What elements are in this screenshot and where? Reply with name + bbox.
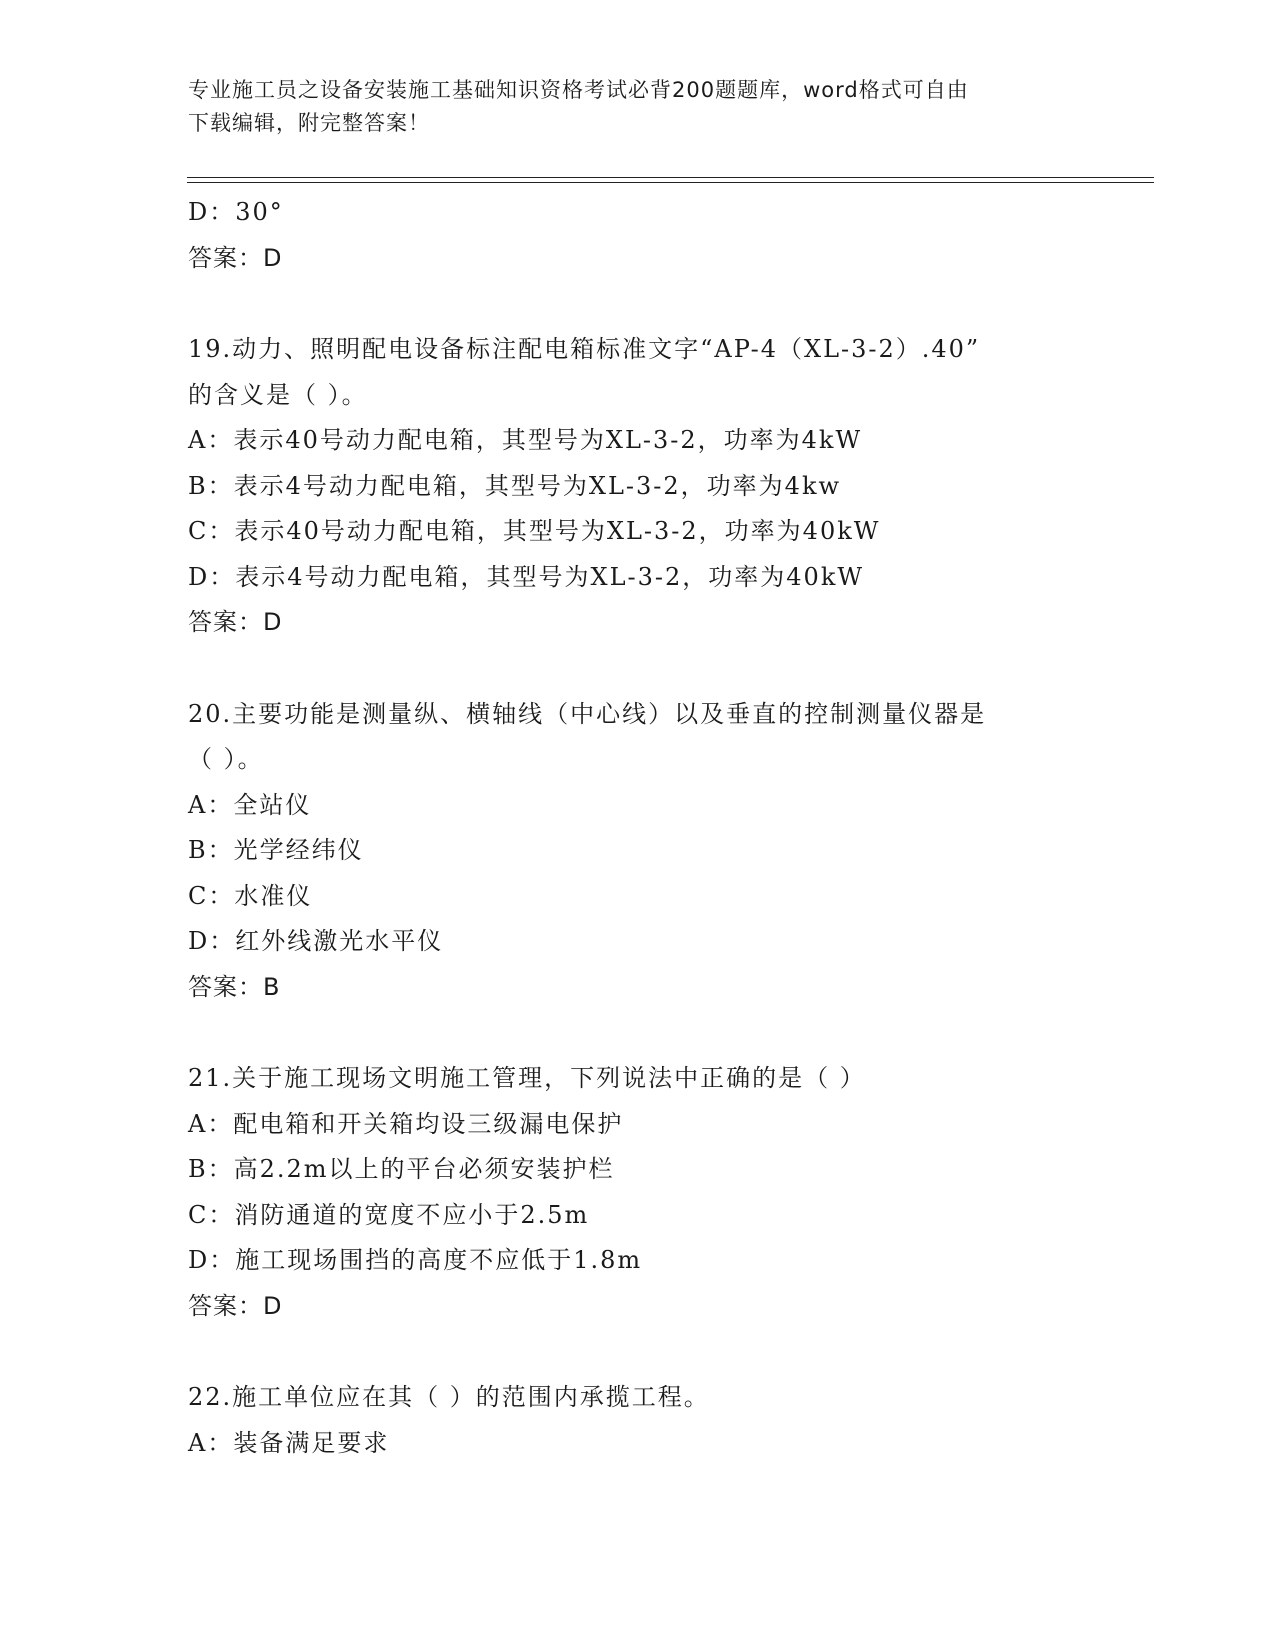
question-block xyxy=(188,190,1148,281)
question-block xyxy=(188,1056,1148,1329)
header-line: 专业施工员之设备安装施工基础知识资格考试必背200题题库，word格式可自由 xyxy=(188,78,969,102)
answer-line: 答案：D xyxy=(188,243,283,272)
header-rule xyxy=(187,182,1154,183)
question-block xyxy=(188,692,1148,1011)
answer-line: 答案：B xyxy=(188,972,281,1001)
option-line: D：红外线激光水平仪 xyxy=(188,927,444,955)
answer-line: 答案：D xyxy=(188,1291,283,1320)
option-line: A：配电箱和开关箱均设三级漏电保护 xyxy=(188,1109,624,1138)
question-text: 19.动力、照明配电设备标注配电箱标准文字“AP-4（XL-3-2）.40” xyxy=(188,335,981,363)
option-line: B：高2.2m以上的平台必须安装护栏 xyxy=(188,1155,615,1183)
question-list xyxy=(188,190,1148,1466)
option-line: B：表示4号动力配电箱，其型号为XL-3-2，功率为4kw xyxy=(188,471,842,500)
option-line: D：表示4号动力配电箱，其型号为XL-3-2，功率为40kW xyxy=(188,562,865,591)
answer-line: 答案：D xyxy=(188,608,283,636)
question-text: 的含义是（ ）。 xyxy=(188,380,368,409)
option-line: B：光学经纬仪 xyxy=(188,836,364,864)
header-line: 下载编辑，附完整答案！ xyxy=(188,111,430,135)
option-line: C：消防通道的宽度不应小于2.5m xyxy=(188,1200,590,1229)
question-text: 20.主要功能是测量纵、横轴线（中心线）以及垂直的控制测量仪器是 xyxy=(188,699,987,728)
question-block xyxy=(188,1375,1148,1466)
option-line: A：装备满足要求 xyxy=(188,1428,390,1457)
option-line: D：30° xyxy=(188,198,284,226)
option-line: A：表示40号动力配电箱，其型号为XL-3-2，功率为4kW xyxy=(188,426,863,454)
header-rule xyxy=(187,177,1154,178)
question-text: （ ）。 xyxy=(188,745,264,773)
option-line: C：水准仪 xyxy=(188,881,313,910)
option-line: A：全站仪 xyxy=(188,790,312,819)
option-line: D：施工现场围挡的高度不应低于1.8m xyxy=(188,1246,643,1274)
question-text: 22.施工单位应在其（ ）的范围内承揽工程。 xyxy=(188,1383,710,1411)
question-block xyxy=(188,327,1148,646)
page-header xyxy=(188,74,1088,140)
question-text: 21.关于施工现场文明施工管理，下列说法中正确的是（ ） xyxy=(188,1064,866,1092)
option-line: C：表示40号动力配电箱，其型号为XL-3-2，功率为40kW xyxy=(188,517,881,545)
